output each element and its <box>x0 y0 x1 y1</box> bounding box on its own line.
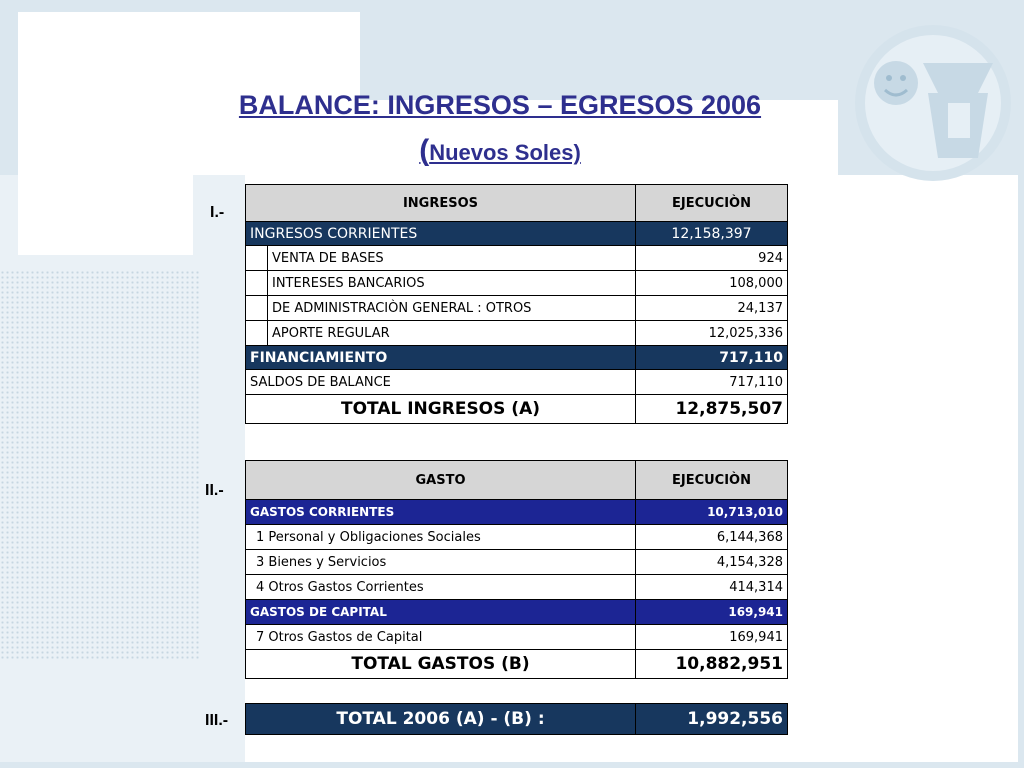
row-value: 4,154,328 <box>636 550 788 575</box>
total-row <box>246 650 788 679</box>
indent-cell <box>246 321 268 346</box>
row-label: 3 Bienes y Servicios <box>246 550 636 575</box>
ingresos-header: INGRESOS <box>246 185 636 222</box>
row-label: 7 Otros Gastos de Capital <box>246 625 636 650</box>
row-label: APORTE REGULAR <box>268 321 636 346</box>
row-label: 4 Otros Gastos Corrientes <box>246 575 636 600</box>
row-value: 717,110 <box>636 370 788 395</box>
resultado-table <box>245 703 788 735</box>
ingresos-table <box>245 184 788 424</box>
background-panel <box>18 12 360 100</box>
table-row <box>246 575 788 600</box>
table-row <box>246 500 788 525</box>
grand-total-value: 1,992,556 <box>636 704 788 735</box>
row-label: GASTOS CORRIENTES <box>246 500 636 525</box>
subtitle-text: Nuevos Soles) <box>429 140 581 165</box>
row-value: 12,025,336 <box>636 321 788 346</box>
total-value: 10,882,951 <box>636 650 788 679</box>
background-panel <box>18 175 193 255</box>
section-label-gasto: II.- <box>205 482 224 499</box>
row-value: 12,158,397 <box>636 222 788 246</box>
row-label: DE ADMINISTRACIÒN GENERAL : OTROS <box>268 296 636 321</box>
table-row <box>246 525 788 550</box>
table-row <box>246 370 788 395</box>
table-row <box>246 600 788 625</box>
row-value: 108,000 <box>636 271 788 296</box>
grand-total-label: TOTAL 2006 (A) - (B) : <box>246 704 636 735</box>
row-value: 169,941 <box>636 625 788 650</box>
frame-edge <box>0 762 1024 768</box>
row-value: 717,110 <box>636 346 788 370</box>
table-row <box>246 246 788 271</box>
page-title: BALANCE: INGRESOS – EGRESOS 2006 <box>238 90 762 120</box>
table-row <box>246 346 788 370</box>
row-label: 1 Personal y Obligaciones Sociales <box>246 525 636 550</box>
table-row <box>246 625 788 650</box>
table-row <box>246 550 788 575</box>
row-value: 24,137 <box>636 296 788 321</box>
background-dot-pattern <box>0 270 200 660</box>
gasto-header: GASTO <box>246 461 636 500</box>
table-row <box>246 296 788 321</box>
indent-cell <box>246 296 268 321</box>
ingresos-col-header: EJECUCIÒN <box>636 185 788 222</box>
gasto-col-header: EJECUCIÒN <box>636 461 788 500</box>
indent-cell <box>246 271 268 296</box>
row-label: INTERESES BANCARIOS <box>268 271 636 296</box>
section-label-resultado: III.- <box>205 712 229 729</box>
table-row <box>246 321 788 346</box>
grand-total-row <box>246 704 788 735</box>
page-subtitle <box>0 134 1000 168</box>
subtitle-paren: ( <box>419 134 430 167</box>
row-label: SALDOS DE BALANCE <box>246 370 636 395</box>
table-row <box>246 271 788 296</box>
row-value: 169,941 <box>636 600 788 625</box>
total-label: TOTAL INGRESOS (A) <box>246 395 636 424</box>
total-value: 12,875,507 <box>636 395 788 424</box>
row-value: 10,713,010 <box>636 500 788 525</box>
row-value: 6,144,368 <box>636 525 788 550</box>
indent-cell <box>246 246 268 271</box>
total-row <box>246 395 788 424</box>
gasto-table <box>245 460 788 679</box>
total-label: TOTAL GASTOS (B) <box>246 650 636 679</box>
row-value: 414,314 <box>636 575 788 600</box>
row-value: 924 <box>636 246 788 271</box>
row-label: FINANCIAMIENTO <box>246 346 636 370</box>
table-row <box>246 222 788 246</box>
frame-edge <box>1018 0 1024 768</box>
section-label-ingresos: I.- <box>210 204 225 221</box>
row-label: VENTA DE BASES <box>268 246 636 271</box>
row-label: GASTOS DE CAPITAL <box>246 600 636 625</box>
row-label: INGRESOS CORRIENTES <box>246 222 636 246</box>
